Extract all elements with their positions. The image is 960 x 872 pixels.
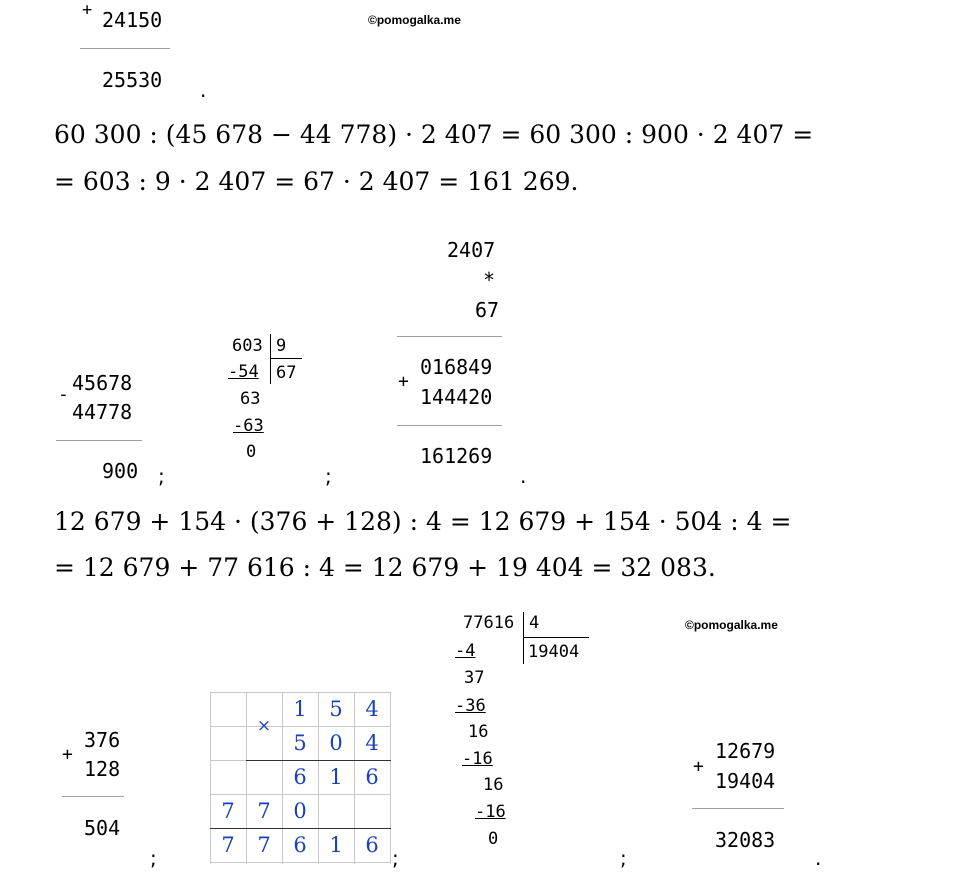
grid-digit: 4 bbox=[365, 697, 379, 721]
quotient-line bbox=[270, 358, 302, 359]
equation1-line1: 60 300 : (45 678 − 44 778) · 2 407 = 60 300 : 900 · 2 407 = bbox=[54, 120, 814, 149]
plus-sign: + bbox=[62, 744, 73, 765]
step-3: -63 bbox=[233, 416, 264, 436]
factor-a: 2407 bbox=[447, 238, 496, 262]
quotient-line bbox=[523, 637, 589, 638]
separator: ; bbox=[620, 846, 627, 870]
partial-2: 144420 bbox=[420, 385, 493, 409]
grid-digit: 0 bbox=[293, 799, 307, 823]
grid-digit: 0 bbox=[329, 731, 343, 755]
step-6: 16 bbox=[483, 775, 504, 795]
difference: 900 bbox=[102, 459, 139, 483]
product-line-1 bbox=[397, 336, 502, 337]
divisor: 4 bbox=[529, 613, 540, 633]
step-8: 0 bbox=[488, 829, 499, 849]
grid-digit: 7 bbox=[257, 833, 271, 857]
grid-digit: 7 bbox=[221, 833, 235, 857]
grid-separator: ; bbox=[392, 846, 399, 870]
addend-b: 128 bbox=[84, 757, 121, 781]
grid-digit: 1 bbox=[329, 765, 343, 789]
watermark-top: ©pomogalka.me bbox=[368, 13, 461, 27]
grid-digit: 7 bbox=[221, 799, 235, 823]
grid-digit: 7 bbox=[257, 799, 271, 823]
grid-digit: 5 bbox=[329, 697, 343, 721]
minus-sign: - bbox=[58, 384, 69, 405]
step-4: 0 bbox=[246, 442, 257, 462]
dividend: 77616 bbox=[463, 613, 515, 633]
grid-digit: 1 bbox=[293, 697, 307, 721]
addend-a: 12679 bbox=[715, 739, 776, 763]
grid-digit: 6 bbox=[365, 765, 379, 789]
grid-digit: 6 bbox=[365, 833, 379, 857]
period: . bbox=[815, 846, 822, 870]
grid-digit: 5 bbox=[293, 731, 307, 755]
quotient: 67 bbox=[276, 363, 297, 383]
product: 161269 bbox=[420, 444, 493, 468]
subtraction-line bbox=[56, 440, 142, 441]
sum: 504 bbox=[84, 816, 121, 840]
partial-1: 016849 bbox=[420, 355, 493, 379]
step-3: -36 bbox=[455, 696, 486, 716]
quotient: 19404 bbox=[528, 642, 580, 662]
step-1: -4 bbox=[455, 641, 476, 661]
separator: ; bbox=[325, 464, 332, 488]
sum-line bbox=[692, 808, 784, 809]
division-bar bbox=[523, 612, 524, 664]
product-line-2 bbox=[397, 425, 502, 426]
equation2-line2: = 12 679 + 77 616 : 4 = 12 679 + 19 404 = 32 083. bbox=[54, 553, 716, 582]
step-1: -54 bbox=[228, 362, 259, 382]
multiply-sign: * bbox=[483, 268, 496, 292]
grid-digit: 4 bbox=[365, 731, 379, 755]
equation2-line1: 12 679 + 154 · (376 + 128) : 4 = 12 679 + 154 · 504 : 4 = bbox=[54, 507, 792, 536]
sum-line bbox=[80, 48, 170, 49]
period: . bbox=[520, 464, 527, 488]
separator: ; bbox=[158, 464, 165, 488]
step-2: 37 bbox=[464, 668, 485, 688]
period: . bbox=[200, 78, 207, 102]
grid-digit: 6 bbox=[293, 833, 307, 857]
step-2: 63 bbox=[240, 389, 261, 409]
division-bar bbox=[270, 334, 271, 384]
separator: ; bbox=[150, 846, 157, 870]
sum-result: 25530 bbox=[102, 68, 163, 92]
grid-digit: 1 bbox=[329, 833, 343, 857]
times-sign: × bbox=[256, 716, 272, 736]
plus-sign: + bbox=[693, 756, 704, 777]
addend-b: 19404 bbox=[715, 769, 776, 793]
grid-digit: 6 bbox=[293, 765, 307, 789]
addend: 24150 bbox=[102, 8, 163, 32]
step-5: -16 bbox=[462, 749, 493, 769]
subtrahend: 44778 bbox=[72, 400, 133, 424]
sum-line bbox=[62, 796, 124, 797]
equation1-line2: = 603 : 9 · 2 407 = 67 · 2 407 = 161 269. bbox=[54, 167, 579, 196]
addend-a: 376 bbox=[84, 728, 121, 752]
sum: 32083 bbox=[715, 828, 776, 852]
watermark-bottom: ©pomogalka.me bbox=[685, 618, 778, 632]
step-7: -16 bbox=[475, 802, 506, 822]
plus-sign: + bbox=[82, 0, 93, 20]
dividend: 603 bbox=[232, 336, 263, 356]
minuend: 45678 bbox=[72, 371, 133, 395]
plus-sign: + bbox=[398, 371, 409, 392]
step-4: 16 bbox=[468, 722, 489, 742]
divisor: 9 bbox=[276, 336, 287, 356]
factor-b: 67 bbox=[475, 298, 500, 322]
